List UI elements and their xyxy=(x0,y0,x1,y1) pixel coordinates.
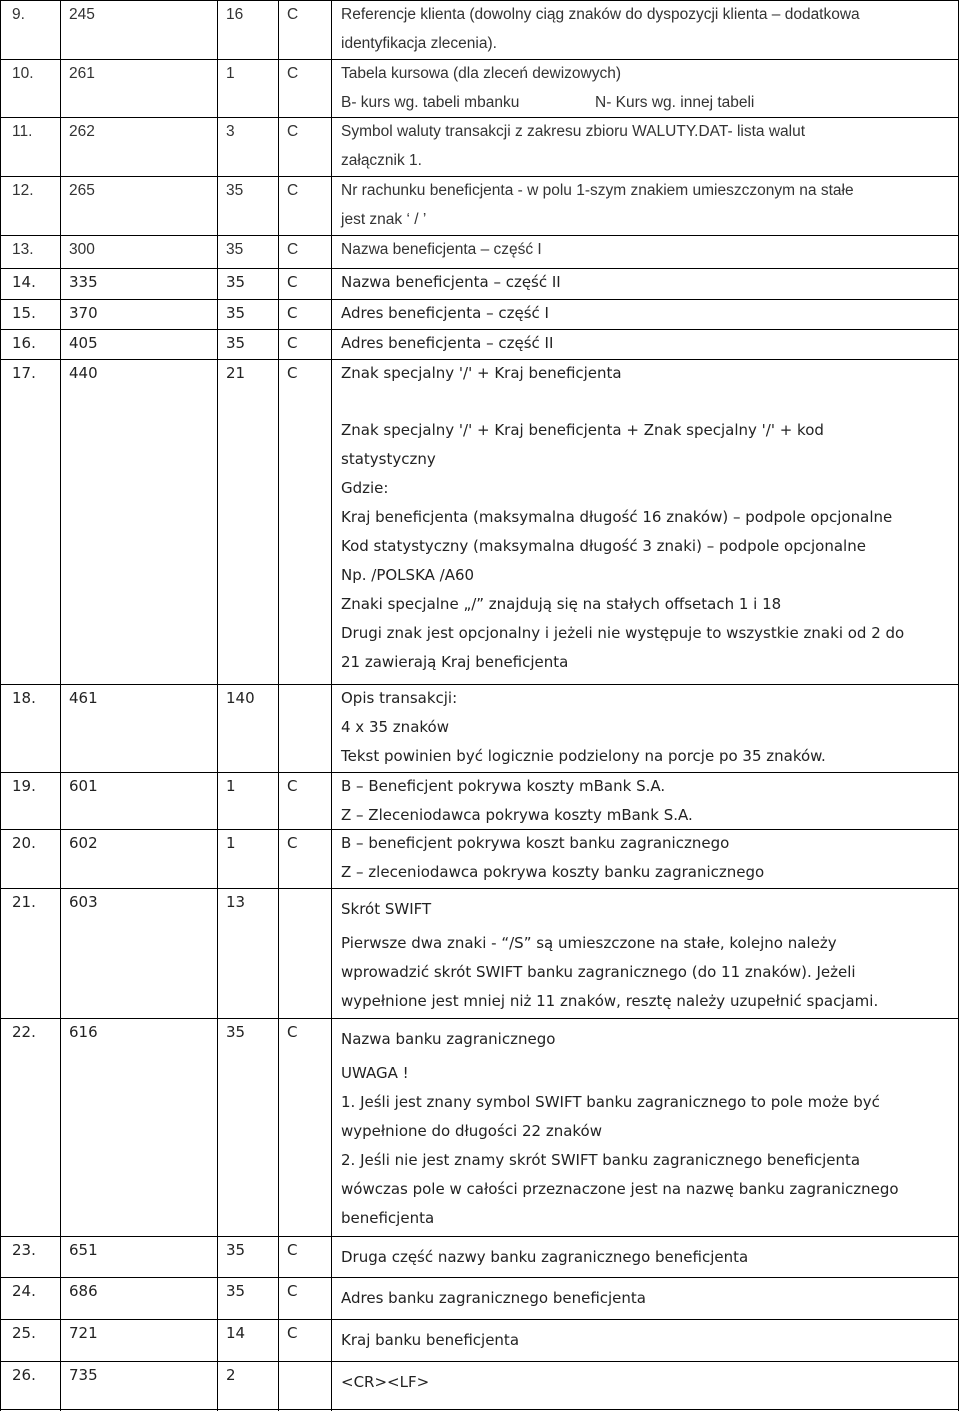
field-offset: 405 xyxy=(69,334,98,352)
field-type: C xyxy=(287,182,299,199)
table-row xyxy=(0,684,958,772)
description-line: wówczas pole w całości przeznaczone jest na nazwę banku zagranicznego xyxy=(341,1180,899,1198)
table-border-right xyxy=(958,0,959,1411)
table-row xyxy=(0,1319,958,1361)
description-line: Kraj beneficjenta (maksymalna długość 16 znaków) – podpole opcjonalne xyxy=(341,508,893,526)
description-line: Tabela kursowa (dla zleceń dewizowych) xyxy=(341,65,621,82)
field-number: 22. xyxy=(12,1023,36,1041)
field-number: 14. xyxy=(12,273,36,291)
field-offset: 601 xyxy=(69,777,98,795)
field-offset: 335 xyxy=(69,273,98,291)
description-line: 1. Jeśli jest znany symbol SWIFT banku zagranicznego to pole może być xyxy=(341,1093,880,1111)
table-row xyxy=(0,0,958,59)
field-length: 35 xyxy=(226,273,246,291)
field-type: C xyxy=(287,834,298,852)
description-line: wypełnione do długości 22 znaków xyxy=(341,1122,602,1140)
description-line: Pierwsze dwa znaki - “/S” są umieszczone na stałe, kolejno należy xyxy=(341,934,837,952)
description-line: beneficjenta xyxy=(341,1209,435,1227)
field-offset: 300 xyxy=(69,241,95,258)
description-line: Gdzie: xyxy=(341,479,389,497)
description-line: identyfikacja zlecenia). xyxy=(341,35,497,52)
field-type: C xyxy=(287,65,299,82)
field-type: C xyxy=(287,1023,298,1041)
field-type: C xyxy=(287,241,299,258)
table-row xyxy=(0,268,958,299)
field-number: 18. xyxy=(12,689,36,707)
field-number: 10. xyxy=(12,65,34,82)
table-row xyxy=(0,1277,958,1319)
field-type: C xyxy=(287,273,298,291)
field-number: 12. xyxy=(12,182,34,199)
field-length: 14 xyxy=(226,1324,246,1342)
field-type: C xyxy=(287,304,298,322)
description-line: Znak specjalny '/' + Kraj beneficjenta xyxy=(341,364,622,382)
description-line: N- Kurs wg. innej tabeli xyxy=(595,94,755,111)
description-line: Nr rachunku beneficjenta - w polu 1-szym znakiem umieszczonym na stałe xyxy=(341,182,854,199)
field-length: 35 xyxy=(226,1282,246,1300)
description-line: 21 zawierają Kraj beneficjenta xyxy=(341,653,569,671)
description-line: Znaki specjalne „/” znajdują się na stałych offsetach 1 i 18 xyxy=(341,595,782,613)
description-line: wypełnione jest mniej niż 11 znaków, resztę należy uzupełnić spacjami. xyxy=(341,992,879,1010)
description-line: Drugi znak jest opcjonalny i jeżeli nie występuje to wszystkie znaki od 2 do xyxy=(341,624,905,642)
description-line: wprowadzić skrót SWIFT banku zagranicznego (do 11 znaków). Jeżeli xyxy=(341,963,856,981)
field-number: 19. xyxy=(12,777,36,795)
field-length: 1 xyxy=(226,65,235,82)
table-row xyxy=(0,329,958,359)
description-line: Tekst powinien być logicznie podzielony na porcje po 35 znaków. xyxy=(341,747,826,765)
field-number: 16. xyxy=(12,334,36,352)
description-line: Adres beneficjenta – część II xyxy=(341,334,554,352)
table-row xyxy=(0,1361,958,1411)
description-line: Referencje klienta (dowolny ciąg znaków do dyspozycji klienta – dodatkowa xyxy=(341,6,860,23)
field-offset: 265 xyxy=(69,182,95,199)
table-row xyxy=(0,888,958,1018)
description-line: Z – Zleceniodawca pokrywa koszty mBank S.A. xyxy=(341,806,693,824)
field-number: 21. xyxy=(12,893,36,911)
table-row xyxy=(0,235,958,268)
field-number: 20. xyxy=(12,834,36,852)
field-offset: 616 xyxy=(69,1023,98,1041)
table-row xyxy=(0,829,958,888)
field-offset: 602 xyxy=(69,834,98,852)
description-line: <CR><LF> xyxy=(341,1373,430,1391)
field-offset: 686 xyxy=(69,1282,98,1300)
description-line: jest znak ‘ / ’ xyxy=(341,211,427,228)
description-line: Skrót SWIFT xyxy=(341,900,432,918)
field-length: 2 xyxy=(226,1366,236,1384)
field-length: 13 xyxy=(226,893,246,911)
table-row xyxy=(0,772,958,829)
field-type: C xyxy=(287,334,298,352)
description-line: UWAGA ! xyxy=(341,1064,409,1082)
description-line: Adres beneficjenta – część I xyxy=(341,304,549,322)
field-offset: 440 xyxy=(69,364,98,382)
field-number: 17. xyxy=(12,364,36,382)
table-row xyxy=(0,1236,958,1277)
table-row xyxy=(0,117,958,176)
field-number: 25. xyxy=(12,1324,36,1342)
field-number: 24. xyxy=(12,1282,36,1300)
description-line: Druga część nazwy banku zagranicznego beneficjenta xyxy=(341,1248,749,1266)
description-line: B – Beneficjent pokrywa koszty mBank S.A. xyxy=(341,777,666,795)
description-line: Nazwa banku zagranicznego xyxy=(341,1030,556,1048)
field-offset: 245 xyxy=(69,6,95,23)
field-length: 35 xyxy=(226,241,244,258)
description-line: Nazwa beneficjenta – część II xyxy=(341,273,561,291)
field-offset: 603 xyxy=(69,893,98,911)
table-row xyxy=(0,359,958,684)
field-number: 23. xyxy=(12,1241,36,1259)
field-type: C xyxy=(287,6,299,23)
field-length: 1 xyxy=(226,834,236,852)
field-length: 35 xyxy=(226,334,246,352)
description-line: Opis transakcji: xyxy=(341,689,458,707)
field-offset: 370 xyxy=(69,304,98,322)
field-type: C xyxy=(287,777,298,795)
field-offset: 721 xyxy=(69,1324,98,1342)
field-type: C xyxy=(287,364,298,382)
table-row xyxy=(0,1018,958,1236)
description-line: 2. Jeśli nie jest znamy skrót SWIFT banku zagranicznego beneficjenta xyxy=(341,1151,861,1169)
field-number: 11. xyxy=(12,123,33,140)
field-number: 9. xyxy=(12,6,25,23)
description-line: Z – zleceniodawca pokrywa koszty banku zagranicznego xyxy=(341,863,765,881)
description-line: Symbol waluty transakcji z zakresu zbioru WALUTY.DAT- lista walut xyxy=(341,123,806,140)
description-line: statystyczny xyxy=(341,450,436,468)
table-row xyxy=(0,299,958,329)
field-number: 26. xyxy=(12,1366,36,1384)
field-number: 15. xyxy=(12,304,36,322)
field-length: 35 xyxy=(226,1023,246,1041)
field-length: 21 xyxy=(226,364,246,382)
table-row xyxy=(0,176,958,235)
field-length: 35 xyxy=(226,182,244,199)
field-type: C xyxy=(287,1324,298,1342)
field-offset: 262 xyxy=(69,123,95,140)
description-line: Kraj banku beneficjenta xyxy=(341,1331,520,1349)
description-line: 4 x 35 znaków xyxy=(341,718,449,736)
description-line: Znak specjalny '/' + Kraj beneficjenta + Znak specjalny '/' + kod xyxy=(341,421,824,439)
table-row xyxy=(0,59,958,117)
field-offset: 461 xyxy=(69,689,98,707)
field-length: 35 xyxy=(226,304,246,322)
field-length: 16 xyxy=(226,6,244,23)
field-length: 1 xyxy=(226,777,236,795)
description-line: B- kurs wg. tabeli mbanku xyxy=(341,94,520,111)
field-type: C xyxy=(287,123,299,140)
field-length: 140 xyxy=(226,689,255,707)
field-offset: 651 xyxy=(69,1241,98,1259)
field-type: C xyxy=(287,1241,298,1259)
field-length: 35 xyxy=(226,1241,246,1259)
description-line: załącznik 1. xyxy=(341,152,422,169)
description-line: Np. /POLSKA /A60 xyxy=(341,566,475,584)
description-line: B – beneficjent pokrywa koszt banku zagranicznego xyxy=(341,834,730,852)
field-number: 13. xyxy=(12,241,34,258)
field-length: 3 xyxy=(226,123,235,140)
field-offset: 735 xyxy=(69,1366,98,1384)
field-offset: 261 xyxy=(69,65,95,82)
description-line: Nazwa beneficjenta – część I xyxy=(341,241,542,258)
description-line: Kod statystyczny (maksymalna długość 3 znaki) – podpole opcjonalne xyxy=(341,537,866,555)
field-type: C xyxy=(287,1282,298,1300)
description-line: Adres banku zagranicznego beneficjenta xyxy=(341,1289,646,1307)
